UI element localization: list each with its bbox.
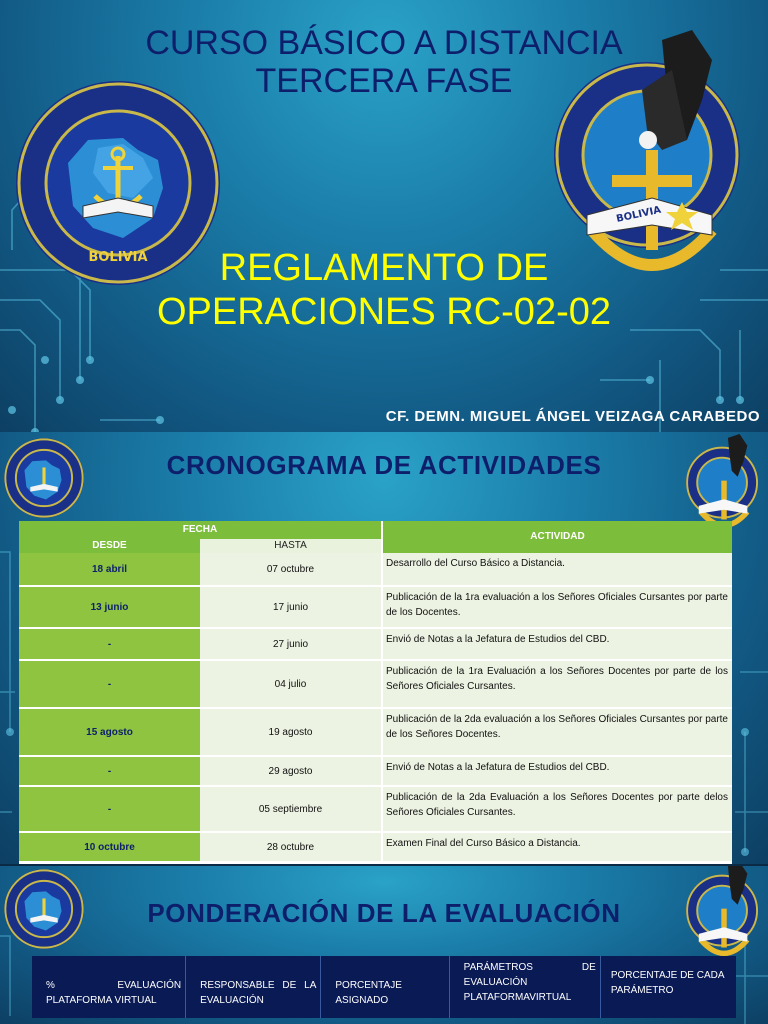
cell-desde: - [19,757,200,787]
column-header: PORCENTAJE ASIGNADO [335,980,402,1006]
course-phase: TERCERA FASE [255,62,513,100]
cell-desde: - [19,787,200,833]
cell-hasta: 05 septiembre [200,787,381,833]
header-desde: DESDE [19,539,200,553]
svg-text:BOLIVIA: BOLIVIA [88,250,148,265]
header-fecha: FECHA [19,521,381,539]
table-row [19,787,732,833]
cell-desde: 18 abril [19,553,200,587]
column-header: % EVALUACIÓN PLATAFORMA VIRTUAL [46,980,182,1006]
column-header: RESPONSABLE DE LA EVALUACIÓN [200,980,317,1006]
cell-hasta: 17 junio [200,587,381,629]
table-row [19,629,732,661]
slide-schedule [0,432,768,864]
table-row [19,587,732,629]
svg-text:BOLIVIA: BOLIVIA [615,204,663,225]
weighting-heading: PONDERACIÓN DE LA EVALUACIÓN [147,898,621,928]
cell-actividad: Publicación de la 2da Evaluación a los Señores Docentes por parte delos Señores Oficiales Cursantes. [383,787,732,833]
cell-desde: 15 agosto [19,709,200,757]
table-row [19,553,732,587]
cell-hasta: 29 agosto [200,757,381,787]
cell-actividad: Desarrollo del Curso Básico a Distancia. [383,553,732,587]
cell-actividad: Envió de Notas a la Jefatura de Estudios del CBD. [383,757,732,787]
cell-actividad: Publicación de la 1ra Evaluación a los Señores Docentes por parte de los Señores Oficiales Cursantes. [383,661,732,709]
cell-desde: - [19,661,200,709]
cell-hasta: 28 octubre [200,833,381,863]
cell-actividad: Examen Final del Curso Básico a Distancia. [383,833,732,863]
column-header: PARÁMETROS DE EVALUACIÓN PLATAFORMAVIRTUAL [463,962,596,1003]
cell-actividad: Envió de Notas a la Jefatura de Estudios del CBD. [383,629,732,661]
table-row [19,661,732,709]
cell-desde: 10 octubre [19,833,200,863]
cell-hasta: 19 agosto [200,709,381,757]
cell-hasta: 04 julio [200,661,381,709]
author-name: CF. DEMN. MIGUEL ÁNGEL VEIZAGA CARABEDO [385,408,760,425]
header-actividad: ACTIVIDAD [383,521,732,553]
cell-hasta: 27 junio [200,629,381,661]
header-hasta: HASTA [200,539,381,553]
table-row [19,757,732,787]
cell-actividad: Publicación de la 1ra evaluación a los Señores Oficiales Cursantes por parte de los Docentes. [383,587,732,629]
course-title: CURSO BÁSICO A DISTANCIA [145,24,623,62]
slide-weighting [0,866,768,1024]
cell-desde: - [19,629,200,661]
cell-hasta: 07 octubre [200,553,381,587]
column-header: PORCENTAJE DE CADA PARÁMETRO [610,970,724,996]
table-row [19,709,732,757]
cell-desde: 13 junio [19,587,200,629]
weighting-table-header [32,956,736,1018]
cell-actividad: Publicación de la 2da evaluación a los Señores Oficiales Cursantes por parte de los Señores Docentes. [383,709,732,757]
schedule-table [19,521,732,864]
slide-title [0,0,768,432]
regulation-title-line2: OPERACIONES RC-02-02 [156,291,611,333]
table-row [19,833,732,863]
regulation-title-line1: REGLAMENTO DE [219,247,549,289]
schedule-heading: CRONOGRAMA DE ACTIVIDADES [166,450,602,480]
